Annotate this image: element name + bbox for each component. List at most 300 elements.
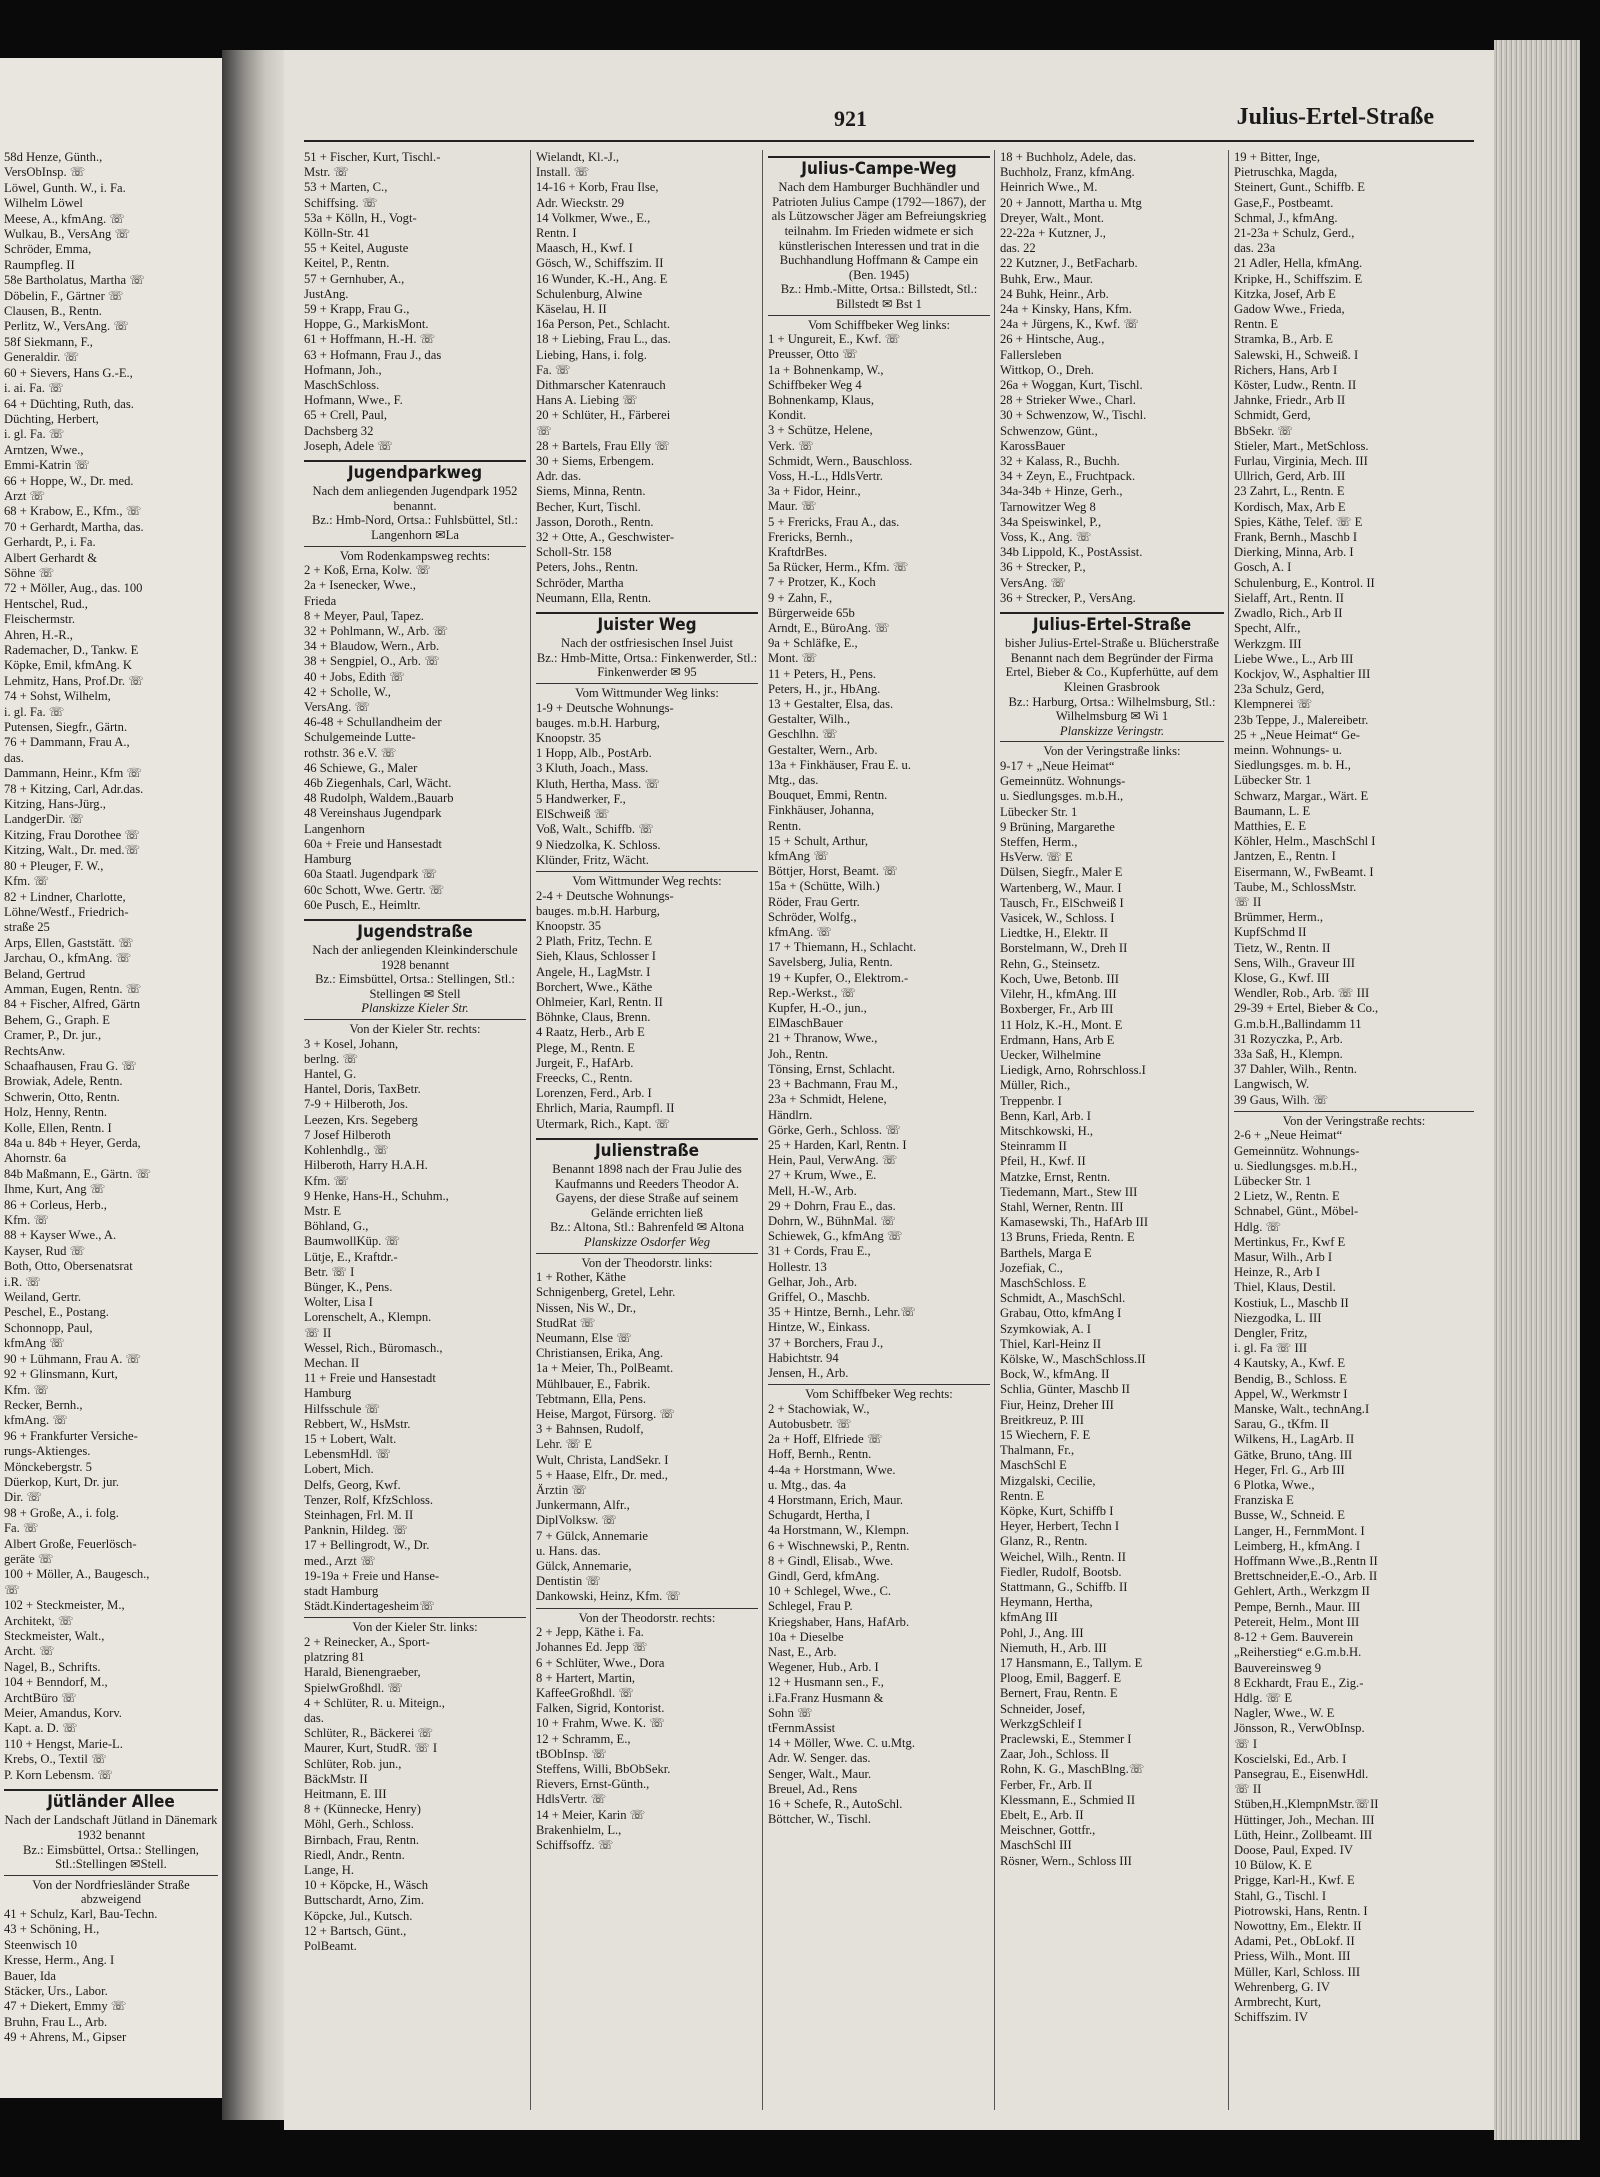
listing-line: 90 + Lühmann, Frau A. ☏ bbox=[4, 1351, 142, 1366]
listing-line: Kostiuk, L., Maschb II bbox=[1234, 1295, 1349, 1310]
listing-line: Tebtmann, Ella, Pens. bbox=[536, 1391, 646, 1406]
direction-note: Von der Nordfriesländer Straße abzweigend bbox=[4, 1875, 218, 1907]
listing-line: Buhk, Erw., Maur. bbox=[1000, 271, 1093, 286]
listing-line: 7-9 + Hilberoth, Jos. bbox=[304, 1097, 408, 1112]
listing-line: 1-9 + Deutsche Wohnungs- bbox=[536, 700, 674, 715]
listing-line: Liedigk, Arno, Rohrschloss.I bbox=[1000, 1063, 1146, 1078]
street-heading: Julienstraße bbox=[536, 1138, 758, 1159]
listing-line: Siedlungsges. m. b. H., bbox=[1234, 758, 1351, 773]
listing-line: Barthels, Marga E bbox=[1000, 1245, 1092, 1260]
column-divider bbox=[994, 150, 995, 2110]
listing-line: Hintze, W., Einkass. bbox=[768, 1320, 871, 1335]
listing-line: Händlrn. bbox=[768, 1107, 813, 1122]
listing-line: Heymann, Hertha, bbox=[1000, 1595, 1093, 1610]
listing-line: 28 + Bartels, Frau Elly ☏ bbox=[536, 438, 671, 453]
listing-line: 14 + Möller, Wwe. C. u.Mtg. bbox=[768, 1736, 915, 1751]
listing-line: 38 + Sengpiel, O., Arb. ☏ bbox=[304, 654, 440, 669]
listing-line: Hilberoth, Harry H.A.H. bbox=[304, 1158, 428, 1173]
listing-line: Sarau, G., tKfm. II bbox=[1234, 1417, 1329, 1432]
listing-line: Hilfsschule ☏ bbox=[304, 1401, 381, 1416]
listing-line: 34 + Blaudow, Wern., Arb. bbox=[304, 639, 440, 654]
listing-line: 3 + Kosel, Johann, bbox=[304, 1036, 399, 1051]
listing-line: 58d Henze, Günth., bbox=[4, 150, 103, 164]
listing-line: Mizgalski, Cecilie, bbox=[1000, 1473, 1096, 1488]
listing-line: 29-39 + Ertel, Bieber & Co., bbox=[1234, 1001, 1379, 1016]
listing-line: Amman, Eugen, Rentn. ☏ bbox=[4, 981, 142, 996]
listing-line: u. Mtg., das. 4a bbox=[768, 1477, 847, 1492]
listing-line: 104 + Benndorf, M., bbox=[4, 1675, 108, 1690]
listing-line: 25 + Harden, Karl, Rentn. I bbox=[768, 1137, 907, 1152]
listing-line: Steffens, Willi, BbObSekr. bbox=[536, 1762, 671, 1776]
listing-line: Kockjov, W., Asphaltier III bbox=[1234, 666, 1371, 681]
listing-line: Tausch, Fr., ElSchweiß I bbox=[1000, 895, 1124, 910]
listing-line: Jahnke, Friedr., Arb II bbox=[1234, 393, 1346, 408]
listing-line: 14 + Meier, Karin ☏ bbox=[536, 1807, 646, 1822]
listing-line: Neumann, Ella, Rentn. bbox=[536, 590, 652, 605]
listing-line: KaffeeGroßhdl. ☏ bbox=[536, 1685, 635, 1700]
listing-line: Putensen, Siegfr., Gärtn. bbox=[4, 720, 128, 735]
listing-line: Kapt. a. D. ☏ bbox=[4, 1721, 78, 1736]
listing-line: Nast, E., Arb. bbox=[768, 1645, 837, 1659]
listing-line: Freecks, C., Rentn. bbox=[536, 1070, 633, 1085]
listing-line: bauges. m.b.H. Harburg, bbox=[536, 715, 660, 730]
listing-line: 74 + Sohst, Wilhelm, bbox=[4, 689, 111, 704]
listing-line: 24 Buhk, Heinr., Arb. bbox=[1000, 286, 1109, 301]
listing-line: Szymkowiak, A. I bbox=[1000, 1321, 1091, 1336]
listing-line: 37 + Borchers, Frau J., bbox=[768, 1335, 884, 1350]
listing-line: VersAng. ☏ bbox=[1000, 575, 1067, 590]
listing-line: u. Hans. das. bbox=[536, 1543, 601, 1558]
listing-line: Jasson, Doroth., Rentn. bbox=[536, 514, 654, 529]
listing-line: Liebing, Hans, i. folg. bbox=[536, 347, 647, 362]
street-description: Nach der anliegenden Kleinkinderschule 1928 benannt bbox=[312, 943, 518, 972]
listing-line: Finkhäuser, Johanna, bbox=[768, 803, 875, 818]
listing-line: 47 + Diekert, Emmy ☏ bbox=[4, 1999, 127, 2014]
listing-line: Fiur, Heinz, Dreher III bbox=[1000, 1397, 1114, 1412]
listing-line: ☏ II bbox=[1234, 894, 1262, 909]
listing-line: 46b Ziegenhals, Carl, Wächt. bbox=[304, 776, 452, 791]
street-heading: Jugendparkweg bbox=[304, 460, 526, 481]
listing-line: Schiffsoffz. ☏ bbox=[536, 1838, 614, 1853]
direction-note: Vom Wittmunder Weg rechts: bbox=[536, 871, 758, 889]
listing-line: Brümmer, Herm., bbox=[1234, 910, 1324, 925]
listing-line: Tönsing, Ernst, Schlacht. bbox=[768, 1061, 895, 1076]
listing-line: Schröder, Wolfg., bbox=[768, 909, 857, 924]
listing-line: Käselau, H. II bbox=[536, 302, 607, 317]
listing-line: Söhne ☏ bbox=[4, 565, 55, 580]
listing-line: 34a-34b + Hinze, Gerh., bbox=[1000, 484, 1123, 499]
listing-line: Nagler, Wwe., W. E bbox=[1234, 1706, 1335, 1721]
listing-line: Wartenberg, W., Maur. I bbox=[1000, 880, 1122, 895]
listing-line: P. Korn Lebensm. ☏ bbox=[4, 1767, 114, 1782]
page-number: 921 bbox=[834, 106, 867, 131]
listing-line: 4 Raatz, Herb., Arb E bbox=[536, 1025, 645, 1040]
listing-line: Doose, Paul, Exped. IV bbox=[1234, 1842, 1353, 1857]
street-description: Nach dem Hamburger Buchhändler und Patrioten Julius Campe (1792—1867), der als Lützowscher Jäger am Befreiungskrieg teilnahm. Im Frieden widmete er sich künstlerischen Interessen und trat in die Buchhandlung Hoffmann & Campe ein (Ben. 1945) bbox=[771, 180, 987, 282]
listing-line: Koch, Uwe, Betonb. III bbox=[1000, 971, 1119, 986]
listing-line: tBObInsp. ☏ bbox=[536, 1746, 608, 1761]
listing-line: Steinramm II bbox=[1000, 1139, 1067, 1154]
listing-line: Clausen, B., Rentn. bbox=[4, 304, 102, 319]
listing-line: berlng. ☏ bbox=[304, 1051, 359, 1066]
listing-line: Bauvereinsweg 9 bbox=[1234, 1660, 1322, 1675]
listing-line: Rehn, G., Steinsetz. bbox=[1000, 956, 1101, 971]
listing-line: 66 + Hoppe, W., Dr. med. bbox=[4, 473, 134, 488]
listing-line: Buchholz, Franz, kfmAng. bbox=[1000, 165, 1135, 180]
listing-line: Mont. ☏ bbox=[768, 651, 818, 666]
listing-line: Schulgemeinde Lutte- bbox=[304, 730, 416, 745]
listing-line: Böttjer, Horst, Beamt. ☏ bbox=[768, 864, 898, 879]
listing-line: Wessel, Rich., Büromasch., bbox=[304, 1340, 443, 1355]
listing-line: Voss, H.-L., HdlsVertr. bbox=[768, 468, 883, 483]
listing-line: Senger, Walt., Maur. bbox=[768, 1766, 872, 1781]
listing-line: Hamburg bbox=[304, 1386, 352, 1401]
listing-line: Dankowski, Heinz, Kfm. ☏ bbox=[536, 1589, 682, 1604]
listing-line: Mstr. ☏ bbox=[304, 165, 350, 180]
listing-line: Prigge, Karl-H., Kwf. E bbox=[1234, 1873, 1355, 1888]
listing-line: Schnabel, Günt., Möbel- bbox=[1234, 1204, 1359, 1219]
listing-line: Fiedler, Rudolf, Bootsb. bbox=[1000, 1564, 1122, 1579]
listing-line: Furlau, Virginia, Mech. III bbox=[1234, 454, 1368, 469]
listing-line: das. bbox=[304, 1711, 324, 1725]
listing-line: 88 + Kayser Wwe., A. bbox=[4, 1228, 117, 1243]
listing-line: Ahornstr. 6a bbox=[4, 1151, 67, 1166]
listing-line: Görke, Gerh., Schloss. ☏ bbox=[768, 1122, 901, 1137]
listing-line: Kfm. ☏ bbox=[4, 1213, 50, 1228]
column-4 bbox=[1000, 150, 1224, 1869]
listing-line: 65 + Crell, Paul, bbox=[304, 408, 388, 423]
listing-line: 8 Eckhardt, Frau E., Zig.- bbox=[1234, 1675, 1364, 1690]
listing-line: 2 Plath, Fritz, Techn. E bbox=[536, 934, 653, 949]
listing-line: MaschSchl E bbox=[1000, 1458, 1067, 1473]
listing-line: Adr. das. bbox=[536, 469, 582, 484]
listing-line: Löwel, Gunth. W., i. Fa. bbox=[4, 180, 126, 195]
listing-line: 4a Horstmann, W., Klempn. bbox=[768, 1523, 909, 1538]
listing-line: 7 + Gülck, Annemarie bbox=[536, 1528, 649, 1543]
listing-line: kfmAng ☏ bbox=[4, 1336, 65, 1351]
listing-line: Junkermann, Alfr., bbox=[536, 1498, 630, 1513]
listing-line: 60e Pusch, E., Heimltr. bbox=[304, 897, 421, 912]
listing-line: 24a + Jürgens, K., Kwf. ☏ bbox=[1000, 317, 1140, 332]
listing-line: 4-4a + Horstmann, Wwe. bbox=[768, 1462, 896, 1477]
listing-line: Nagel, B., Schrifts. bbox=[4, 1659, 101, 1674]
listing-line: rothstr. 36 e.V. ☏ bbox=[304, 745, 397, 760]
listing-line: Rentn. I bbox=[536, 226, 577, 241]
listing-line: 43 + Schöning, H., bbox=[4, 1922, 100, 1937]
listing-line: Peters, H., jr., HbAng. bbox=[768, 681, 881, 696]
listing-line: Generaldir. ☏ bbox=[4, 350, 80, 365]
listing-line: Archt. ☏ bbox=[4, 1644, 55, 1659]
listing-line: Lehmitz, Hans, Prof.Dr. ☏ bbox=[4, 673, 144, 688]
listing-line: Keitel, P., Rentn. bbox=[304, 256, 390, 271]
listing-line: 8-12 + Gem. Bauverein bbox=[1234, 1630, 1354, 1645]
listing-line: Habichtstr. 94 bbox=[768, 1350, 839, 1365]
listing-line: 2 Lietz, W., Rentn. E bbox=[1234, 1189, 1340, 1204]
listing-line: Falken, Sigrid, Kontorist. bbox=[536, 1701, 665, 1716]
listing-line: Wittkop, O., Dreh. bbox=[1000, 362, 1094, 377]
listing-line: Sielaff, Art., Rentn. II bbox=[1234, 590, 1344, 605]
listing-line: i. gl. Fa. ☏ bbox=[4, 427, 65, 442]
listing-line: Schlegel, Frau P. bbox=[768, 1599, 853, 1614]
listing-line: Niemuth, H., Arb. III bbox=[1000, 1640, 1107, 1655]
listing-line: Maurer, Kurt, StudR. ☏ I bbox=[304, 1741, 438, 1756]
listing-line: Dülsen, Siegfr., Maler E bbox=[1000, 865, 1123, 880]
listing-line: 32 + Kalass, R., Buchh. bbox=[1000, 454, 1120, 469]
listing-line: Neumann, Else ☏ bbox=[536, 1330, 632, 1345]
listing-line: Lübecker Str. 1 bbox=[1000, 804, 1078, 819]
listing-line: Möhl, Gerh., Schloss. bbox=[304, 1817, 414, 1832]
listing-line: Knoopstr. 35 bbox=[536, 731, 602, 746]
listing-line: Gadow Wwe., Frieda, bbox=[1234, 302, 1345, 317]
listing-line: „Reiherstieg“ e.G.m.b.H. bbox=[1234, 1645, 1362, 1660]
listing-line: 98 + Große, A., i. folg. bbox=[4, 1505, 119, 1520]
listing-line: 10 + Köpcke, H., Wäsch bbox=[304, 1878, 429, 1893]
listing-line: Holz, Henny, Rentn. bbox=[4, 1105, 108, 1120]
listing-line: 82 + Lindner, Charlotte, bbox=[4, 889, 126, 904]
listing-line: Richers, Hans, Arb I bbox=[1234, 362, 1338, 377]
listing-line: G.m.b.H.,Ballindamm 11 bbox=[1234, 1016, 1362, 1031]
listing-line: 23a + Schmidt, Helene, bbox=[768, 1092, 887, 1107]
listing-line: 23a Schulz, Gerd, bbox=[1234, 682, 1325, 697]
listing-line: 10 + Frahm, Wwe. K. ☏ bbox=[536, 1716, 665, 1731]
listing-line: 34 + Zeyn, E., Fruchtpack. bbox=[1000, 469, 1136, 484]
listing-line: Schugardt, Hertha, I bbox=[768, 1508, 871, 1523]
listing-line: Joh., Rentn. bbox=[768, 1046, 829, 1061]
listing-line: Kfm. ☏ bbox=[304, 1173, 350, 1188]
listing-line: Steinert, Gunt., Schiffb. E bbox=[1234, 180, 1365, 195]
listing-line: i. ai. Fa. ☏ bbox=[4, 381, 64, 396]
listing-line: 9 + Zahn, F., bbox=[768, 590, 833, 605]
district-info: Bz.: Hmb-Mitte, Ortsa.: Finkenwerder, Stl.: Finkenwerder ✉ 95 bbox=[536, 650, 758, 680]
column-3 bbox=[768, 150, 990, 1827]
listing-line: 23 Zahrt, L., Rentn. E bbox=[1234, 484, 1345, 499]
district-info: Bz.: Hmb.-Mitte, Ortsa.: Billstedt, Stl.: Billstedt ✉ Bst 1 bbox=[780, 282, 978, 311]
listing-line: Rievers, Ernst-Günth., bbox=[536, 1777, 650, 1792]
listing-line: 26a + Woggan, Kurt, Tischl. bbox=[1000, 378, 1143, 393]
listing-line: Plege, M., Rentn. E bbox=[536, 1040, 635, 1055]
listing-line: 3 + Bahnsen, Rudolf, bbox=[536, 1422, 644, 1437]
listing-line: StudRat ☏ bbox=[536, 1315, 596, 1330]
listing-line: 25 + „Neue Heimat“ Ge- bbox=[1234, 727, 1360, 742]
listing-line: 7 + Protzer, K., Koch bbox=[768, 575, 876, 590]
listing-line: Weiland, Gertr. bbox=[4, 1290, 81, 1305]
listing-line: HdlsVertr. ☏ bbox=[536, 1792, 607, 1807]
listing-line: Leezen, Krs. Segeberg bbox=[304, 1112, 418, 1127]
listing-line: Klünder, Fritz, Wächt. bbox=[536, 852, 649, 867]
listing-line: Preusser, Otto ☏ bbox=[768, 347, 858, 362]
listing-line: Kfm. ☏ bbox=[4, 874, 50, 889]
listing-line: Hoppe, G., MarkisMont. bbox=[304, 317, 429, 332]
listing-line: 23b Teppe, J., Malereibetr. bbox=[1234, 712, 1369, 727]
page-edge bbox=[1494, 40, 1580, 2140]
listing-line: Heitmann, E. III bbox=[304, 1787, 387, 1802]
listing-line: Sieh, Klaus, Schlosser I bbox=[536, 949, 656, 964]
listing-line: 100 + Möller, A., Baugesch., bbox=[4, 1567, 150, 1582]
listing-line: Franziska E bbox=[1234, 1493, 1294, 1508]
listing-line: Jönsson, R., VerwObInsp. bbox=[1234, 1721, 1365, 1736]
listing-line: 2 + Stachowiak, W., bbox=[768, 1401, 870, 1416]
listing-line: ☏ II bbox=[1234, 1782, 1262, 1797]
listing-line: Kölln-Str. 41 bbox=[304, 226, 370, 241]
listing-line: 1 Hopp, Alb., PostArb. bbox=[536, 746, 652, 761]
listing-line: Schiffszim. IV bbox=[1234, 2010, 1308, 2025]
street-heading: Jugendstraße bbox=[304, 919, 526, 940]
listing-line: Geschlhn. ☏ bbox=[768, 727, 838, 742]
listing-line: 42 + Scholle, W., bbox=[304, 684, 391, 699]
column-1 bbox=[304, 150, 526, 1954]
listing-line: Petereit, Helm., Mont III bbox=[1234, 1614, 1360, 1629]
listing-line: kfmAng ☏ bbox=[768, 849, 829, 864]
listing-line: VersObInsp. ☏ bbox=[4, 165, 86, 180]
listing-line: straße 25 bbox=[4, 920, 50, 935]
listing-line: bauges. m.b.H. Harburg, bbox=[536, 903, 660, 918]
listing-line: 15 Wiechern, F. E bbox=[1000, 1427, 1091, 1442]
listing-line: Schulenburg, E., Kontrol. II bbox=[1234, 575, 1375, 590]
listing-line: 2a + Isenecker, Wwe., bbox=[304, 578, 416, 593]
listing-line: RechtsAnw. bbox=[4, 1043, 66, 1058]
listing-line: 18 + Buchholz, Adele, das. bbox=[1000, 150, 1137, 164]
listing-line: 14 Volkmer, Wwe., E., bbox=[536, 210, 651, 225]
listing-line: 2-6 + „Neue Heimat“ bbox=[1234, 1128, 1343, 1143]
listing-line: Install. ☏ bbox=[536, 165, 590, 180]
left-column bbox=[4, 150, 218, 2046]
listing-line: 20 + Schlüter, H., Färberei bbox=[536, 408, 671, 423]
listing-line: Pohl, J., Ang. III bbox=[1000, 1625, 1084, 1640]
listing-line: Panknin, Hildeg. ☏ bbox=[304, 1523, 408, 1538]
listing-line: 8 + Gindl, Elisab., Wwe. bbox=[768, 1553, 894, 1568]
listing-line: Sens, Wilh., Graveur III bbox=[1234, 955, 1355, 970]
listing-line: 1a + Meier, Th., PolBeamt. bbox=[536, 1361, 674, 1376]
listing-line: 2a + Hoff, Elfriede ☏ bbox=[768, 1432, 883, 1447]
listing-line: Rentn. E bbox=[1234, 317, 1279, 332]
listing-line: Ebelt, E., Arb. II bbox=[1000, 1808, 1084, 1823]
listing-line: ☏ I bbox=[1234, 1736, 1258, 1751]
listing-line: 8 + (Künnecke, Henry) bbox=[304, 1802, 421, 1817]
listing-line: 3 + Schütze, Helene, bbox=[768, 423, 873, 438]
listing-line: med., Arzt ☏ bbox=[304, 1553, 376, 1568]
listing-line: MaschSchloss. bbox=[304, 378, 380, 393]
column-divider bbox=[762, 150, 763, 2110]
listing-line: ☏ II bbox=[304, 1325, 332, 1340]
listing-line: BäckMstr. II bbox=[304, 1771, 368, 1786]
street-heading: Jütländer Allee bbox=[4, 1789, 218, 1810]
listing-line: Meischner, Gottfr., bbox=[1000, 1823, 1096, 1838]
listing-line: Schlüter, R., Bäckerei ☏ bbox=[304, 1726, 434, 1741]
listing-line: Nowottny, Em., Elektr. II bbox=[1234, 1918, 1362, 1933]
listing-line: Verk. ☏ bbox=[768, 438, 814, 453]
direction-note: Von der Veringstraße links: bbox=[1000, 741, 1224, 759]
listing-line: Brettschneider,E.-O., Arb. II bbox=[1234, 1569, 1378, 1584]
listing-line: Dir. ☏ bbox=[4, 1490, 43, 1505]
listing-line: 6 + Wischnewski, P., Rentn. bbox=[768, 1538, 910, 1553]
listing-line: rungs-Aktienges. bbox=[4, 1444, 91, 1459]
listing-line: Mühlbauer, E., Fabrik. bbox=[536, 1376, 651, 1391]
listing-line: Pietruschka, Magda, bbox=[1234, 165, 1338, 180]
listing-line: 17 Hansmann, E., Tallym. E bbox=[1000, 1656, 1143, 1671]
listing-line: Both, Otto, Obersenatsrat bbox=[4, 1259, 133, 1274]
listing-line: platzring 81 bbox=[304, 1650, 365, 1665]
listing-line: Dachsberg 32 bbox=[304, 423, 374, 438]
listing-line: Vasicek, W., Schloss. I bbox=[1000, 911, 1115, 926]
listing-line: 64 + Düchting, Ruth, das. bbox=[4, 396, 134, 411]
listing-line: Pempe, Bernh., Maur. III bbox=[1234, 1599, 1361, 1614]
listing-line: 2 + Koß, Erna, Kolw. ☏ bbox=[304, 563, 431, 578]
listing-line: Schwarz, Margar., Wärt. E bbox=[1234, 788, 1369, 803]
listing-line: 30 + Siems, Erbengem. bbox=[536, 454, 654, 469]
listing-line: Lorenzen, Ferd., Arb. I bbox=[536, 1086, 652, 1101]
listing-line: 63 + Hofmann, Frau J., das bbox=[304, 347, 442, 362]
listing-line: Krebs, O., Textil ☏ bbox=[4, 1752, 107, 1767]
listing-line: 7 Josef Hilberoth bbox=[304, 1127, 391, 1142]
listing-line: Pfeil, H., Kwf. II bbox=[1000, 1154, 1086, 1169]
header-rule bbox=[304, 140, 1474, 142]
listing-line: ElSchweiß ☏ bbox=[536, 807, 610, 822]
listing-line: das. 23a bbox=[1234, 241, 1276, 256]
listing-line: Kölske, W., MaschSchloss.II bbox=[1000, 1351, 1146, 1366]
listing-line: Mell, H.-W., Arb. bbox=[768, 1183, 857, 1198]
listing-line: Buttschardt, Arno, Zim. bbox=[304, 1893, 424, 1908]
listing-line: Klempnerei ☏ bbox=[1234, 697, 1313, 712]
listing-line: Kordisch, Max, Arb E bbox=[1234, 499, 1346, 514]
listing-line: Wegener, Hub., Arb. I bbox=[768, 1660, 879, 1675]
listing-line: Müller, Rich., bbox=[1000, 1078, 1071, 1093]
listing-line: das. bbox=[4, 750, 24, 765]
listing-line: 57 + Gernhuber, A., bbox=[304, 271, 405, 286]
listing-line: Perlitz, W., VersAng. ☏ bbox=[4, 319, 130, 334]
listing-line: Böhnke, Claus, Brenn. bbox=[536, 1010, 651, 1025]
listing-line: Peschel, E., Postang. bbox=[4, 1305, 109, 1320]
direction-note: Vom Schiffbeker Weg rechts: bbox=[768, 1384, 990, 1402]
listing-line: Maasch, H., Kwf. I bbox=[536, 241, 633, 256]
listing-line: 5 + Haase, Elfr., Dr. med., bbox=[536, 1467, 668, 1482]
listing-line: Jarchau, O., kfmAng. ☏ bbox=[4, 951, 132, 966]
listing-line: Glanz, R., Rentn. bbox=[1000, 1534, 1088, 1549]
listing-line: 53 + Marten, C., bbox=[304, 180, 388, 195]
listing-line: WerkzgSchleif I bbox=[1000, 1716, 1082, 1731]
listing-line: 15 + Lobert, Walt. bbox=[304, 1431, 397, 1446]
listing-line: Heinze, R., Arb I bbox=[1234, 1265, 1321, 1280]
street-description: Benannt nach dem Begründer der Firma Ertel, Bieber & Co., Kupferhütte, auf dem Kleinen Grasbrook bbox=[1005, 650, 1219, 695]
listing-line: Angele, H., LagMstr. I bbox=[536, 964, 651, 979]
listing-line: Schröder, Martha bbox=[536, 575, 624, 590]
listing-line: Mechan. II bbox=[304, 1355, 360, 1370]
listing-line: 35 + Hintze, Bernh., Lehr.☏ bbox=[768, 1305, 917, 1320]
listing-line: Lange, H. bbox=[304, 1863, 355, 1878]
listing-line: Koscielski, Ed., Arb. I bbox=[1234, 1751, 1347, 1766]
listing-line: Heise, Margot, Fürsorg. ☏ bbox=[536, 1406, 676, 1421]
listing-line: Kondit. bbox=[768, 408, 807, 423]
listing-line: Müller, Karl, Schloss. III bbox=[1234, 1964, 1361, 1979]
listing-line: 10a + Dieselbe bbox=[768, 1629, 844, 1644]
listing-line: Adr. Wieckstr. 29 bbox=[536, 195, 625, 210]
listing-line: Stahl, Werner, Rentn. III bbox=[1000, 1199, 1124, 1214]
listing-line: Jantzen, E., Rentn. I bbox=[1234, 849, 1336, 864]
listing-line: 53a + Kölln, H., Vogt- bbox=[304, 210, 417, 225]
street-heading: Juister Weg bbox=[536, 612, 758, 633]
listing-line: BaumwollKüp. ☏ bbox=[304, 1234, 401, 1249]
direction-note: Von der Veringstraße rechts: bbox=[1234, 1111, 1474, 1129]
listing-line: Rohn, K. G., MaschBlng.☏ bbox=[1000, 1762, 1145, 1777]
listing-line: 12 + Husmann sen., F., bbox=[768, 1675, 884, 1690]
direction-note: Vom Wittmunder Weg links: bbox=[536, 683, 758, 701]
listing-line: KarossBauer bbox=[1000, 438, 1066, 453]
listing-line: Gehlert, Arth., Werkzgm II bbox=[1234, 1584, 1370, 1599]
listing-line: Arntzen, Wwe., bbox=[4, 442, 84, 457]
listing-line: 55 + Keitel, Auguste bbox=[304, 241, 409, 256]
listing-line: Langwisch, W. bbox=[1234, 1077, 1310, 1092]
listing-line: 32 + Pohlmann, W., Arb. ☏ bbox=[304, 624, 449, 639]
listing-line: Kamasewski, Th., HafArb III bbox=[1000, 1215, 1149, 1230]
